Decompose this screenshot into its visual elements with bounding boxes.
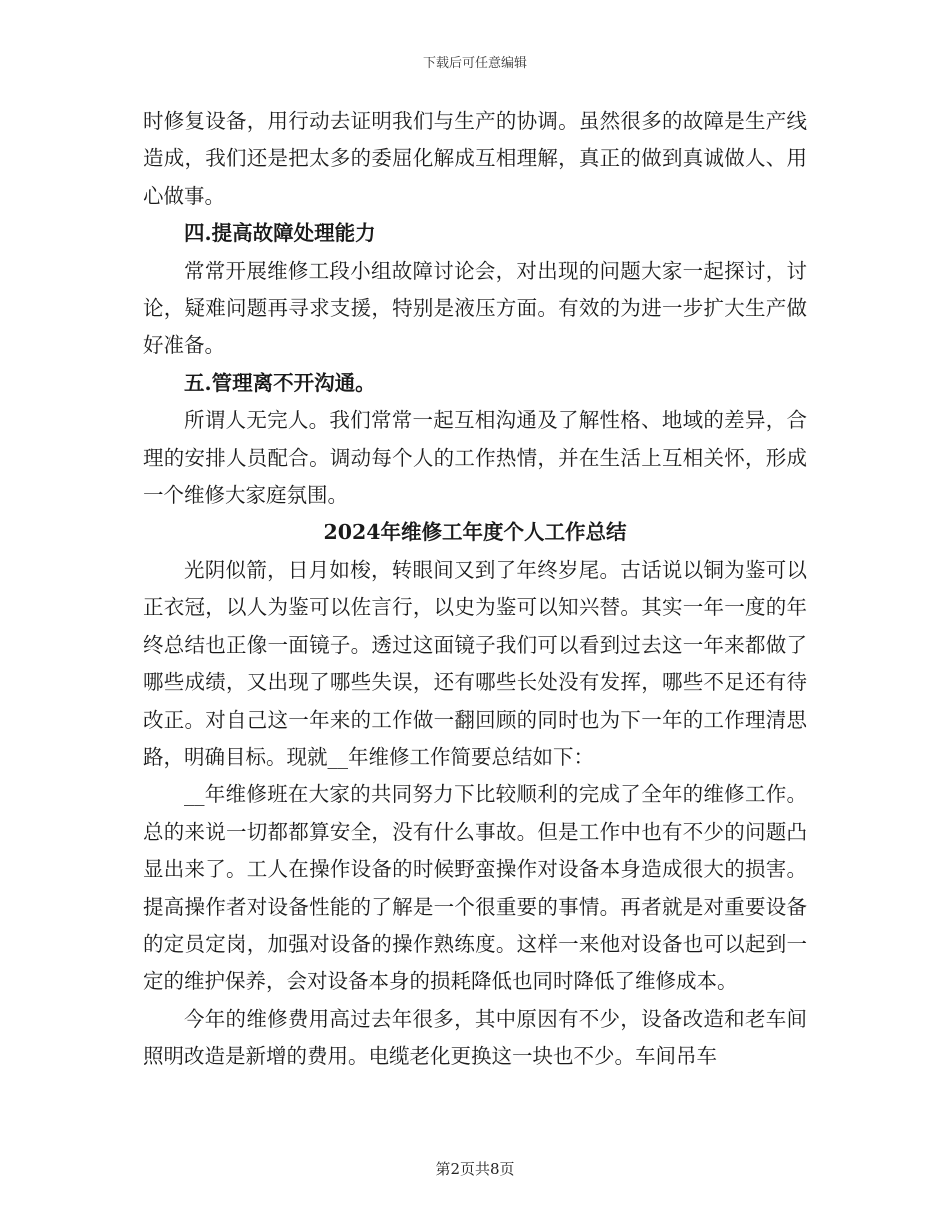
document-title: 2024年维修工年度个人工作总结 [323, 520, 627, 545]
paragraph-annual-work: __年维修班在大家的共同努力下比较顺利的完成了全年的维修工作。总的来说一切都都算安全，没有什么事故。但是工作中也有不少的问题凸显出来了。工人在操作设备的时候野蛮操作对设备本身造成很大的损害。提高操作者对设备性能的了解是一个很重要的事情。再者就是对重要设备的定员定岗，加强对设备的操作熟练度。这样一来他对设备也可以起到一定的维护保养，会对设备本身的损耗降低也同时降低了维修成本。 [143, 782, 807, 994]
paragraph-maintenance-costs: 今年的维修费用高过去年很多，其中原因有不少，设备改造和老车间照明改造是新增的费用。电缆老化更换这一块也不少。车间吊车 [143, 1006, 807, 1069]
section-heading-4: 四.提高故障处理能力 [184, 221, 376, 246]
section-heading-5: 五.管理离不开沟通。 [184, 370, 376, 395]
paragraph-fault-handling: 常常开展维修工段小组故障讨论会，对出现的问题大家一起探讨，讨论，疑难问题再寻求支援，特别是液压方面。有效的为进一步扩大生产做好准备。 [143, 258, 807, 358]
page-header-note: 下载后可任意编辑 [422, 56, 527, 71]
paragraph-communication: 所谓人无完人。我们常常一起互相沟通及了解性格、地域的差异，合理的安排人员配合。调动每个人的工作热情，并在生活上互相关怀，形成一个维修大家庭氛围。 [143, 408, 807, 508]
paragraph-intro: 光阴似箭，日月如梭，转眼间又到了年终岁尾。古话说以铜为鉴可以正衣冠，以人为鉴可以佐言行，以史为鉴可以知兴替。其实一年一度的年终总结也正像一面镜子。透过这面镜子我们可以看到过去这一年来都做了哪些成绩，又出现了哪些失误，还有哪些长处没有发挥，哪些不足还有待改正。对自己这一年来的工作做一翻回顾的同时也为下一年的工作理清思路，明确目标。现就__年维修工作简要总结如下： [143, 557, 807, 769]
page-number: 第2页共8页 [435, 1160, 515, 1178]
paragraph-continuation: 时修复设备，用行动去证明我们与生产的协调。虽然很多的故障是生产线造成，我们还是把太多的委屈化解成互相理解，真正的做到真诚做人、用心做事。 [143, 109, 807, 208]
document-body [143, 103, 807, 1076]
